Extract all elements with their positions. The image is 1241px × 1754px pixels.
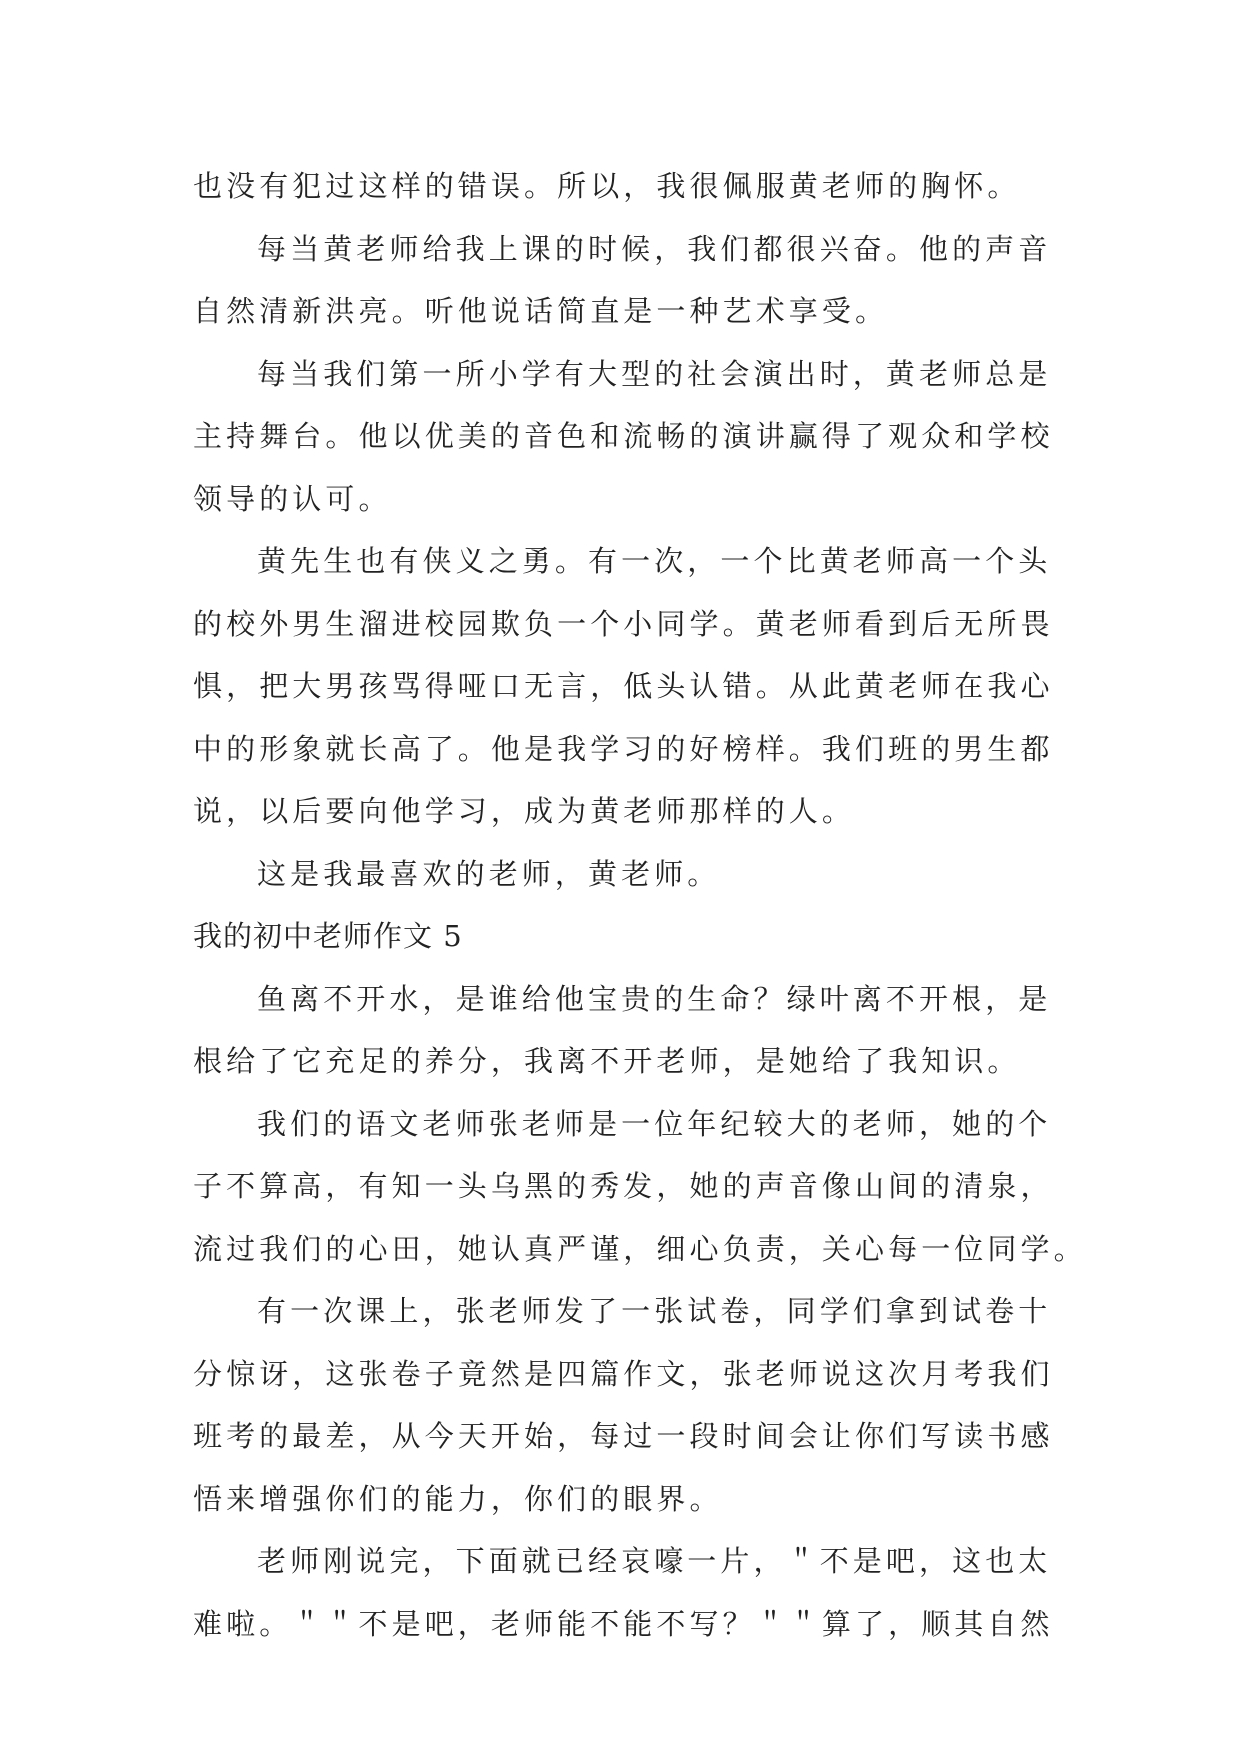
text-line: 根给了它充足的养分，我离不开老师，是她给了我知识。 bbox=[193, 1044, 1021, 1078]
text-line: 惧，把大男孩骂得哑口无言，低头认错。从此黄老师在我心 bbox=[193, 669, 1054, 703]
text-line: 子不算高，有知一头乌黑的秀发，她的声音像山间的清泉， bbox=[193, 1169, 1054, 1203]
text-line: 悟来增强你们的能力，你们的眼界。 bbox=[193, 1481, 723, 1516]
text-line: 每当黄老师给我上课的时候，我们都很兴奋。他的声音 bbox=[257, 231, 1052, 266]
text-line: 自然清新洪亮。听他说话简直是一种艺术享受。 bbox=[193, 294, 889, 328]
text-line: 鱼离不开水，是谁给他宝贵的生命？绿叶离不开根，是 bbox=[257, 981, 1052, 1016]
text-line: 班考的最差，从今天开始，每过一段时间会让你们写读书感 bbox=[193, 1419, 1054, 1453]
text-line: 说，以后要向他学习，成为黄老师那样的人。 bbox=[193, 794, 856, 828]
text-line: 主持舞台。他以优美的音色和流畅的演讲赢得了观众和学校 bbox=[193, 419, 1054, 453]
text-line: 这是我最喜欢的老师，黄老师。 bbox=[257, 856, 721, 891]
text-line: 我们的语文老师张老师是一位年纪较大的老师，她的个 bbox=[257, 1106, 1052, 1141]
text-line: 黄先生也有侠义之勇。有一次，一个比黄老师高一个头 bbox=[257, 544, 1052, 578]
text-line: 流过我们的心田，她认真严谨，细心负责，关心每一位同学。 bbox=[193, 1231, 1087, 1266]
text-line: 分惊讶，这张卷子竟然是四篇作文，张老师说这次月考我们 bbox=[193, 1356, 1054, 1391]
text-line: 的校外男生溜进校园欺负一个小同学。黄老师看到后无所畏 bbox=[193, 606, 1054, 641]
section-heading: 我的初中老师作文 5 bbox=[193, 919, 463, 953]
document-body bbox=[193, 155, 1087, 1655]
text-line: 也没有犯过这样的错误。所以，我很佩服黄老师的胸怀。 bbox=[193, 169, 1021, 203]
text-line: 难啦。＂＂不是吧，老师能不能不写？＂＂算了，顺其自然 bbox=[193, 1606, 1054, 1641]
text-line: 每当我们第一所小学有大型的社会演出时，黄老师总是 bbox=[257, 356, 1052, 391]
text-line: 有一次课上，张老师发了一张试卷，同学们拿到试卷十 bbox=[257, 1294, 1052, 1328]
text-line: 领导的认可。 bbox=[193, 481, 392, 516]
text-line: 老师刚说完，下面就已经哀嚎一片，＂不是吧，这也太 bbox=[257, 1544, 1052, 1578]
text-line: 中的形象就长高了。他是我学习的好榜样。我们班的男生都 bbox=[193, 731, 1054, 766]
